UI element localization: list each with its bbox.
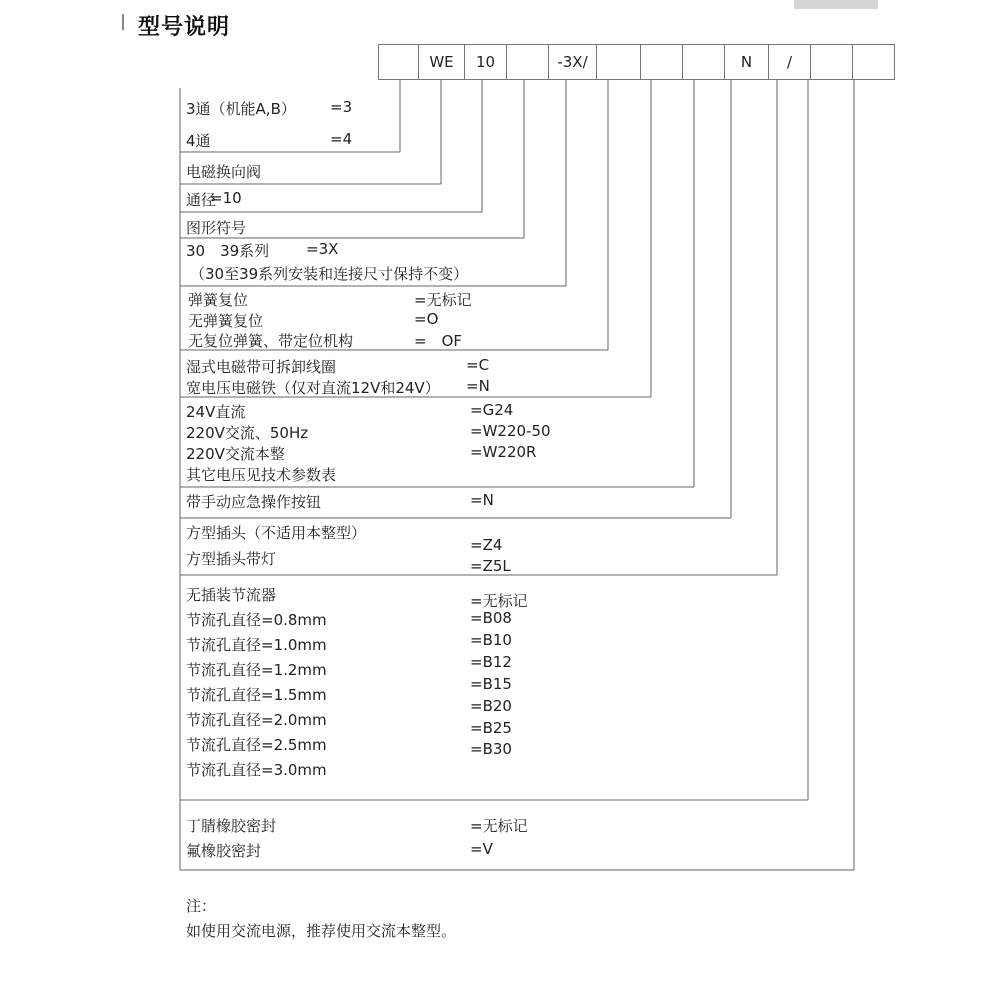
ways-label: 4通 xyxy=(186,132,211,150)
coil-code: =N xyxy=(466,377,490,395)
throttle-label: 节流孔直径=1.2mm xyxy=(186,661,327,679)
voltage-label: 220V交流本整 xyxy=(186,445,285,463)
ways-code: =3 xyxy=(330,98,353,116)
voltage-label: 220V交流、50Hz xyxy=(186,424,309,442)
plug-label: 方型插头带灯 xyxy=(186,550,277,568)
plug-label: 方型插头（不适用本整型） xyxy=(186,524,367,542)
ways-code: =4 xyxy=(330,130,353,148)
throttle-label: 无插装节流器 xyxy=(186,586,277,604)
series-code: =3X xyxy=(306,240,339,258)
throttle-label: 节流孔直径=2.0mm xyxy=(186,711,327,729)
coil-label: 湿式电磁带可拆卸线圈 xyxy=(186,358,337,376)
throttle-label: 节流孔直径=1.0mm xyxy=(186,636,327,654)
throttle-label: 节流孔直径=3.0mm xyxy=(186,761,327,779)
throttle-code: =B08 xyxy=(470,609,512,627)
throttle-code: =B20 xyxy=(470,697,512,715)
manual-label: 带手动应急操作按钮 xyxy=(186,493,322,511)
ways-label: 3通（机能A,B） xyxy=(186,100,296,118)
spring-code: =无标记 xyxy=(414,291,472,309)
code-box: 10 xyxy=(465,45,507,79)
spring-label: 无弹簧复位 xyxy=(188,312,264,330)
voltage-label: 24V直流 xyxy=(186,403,246,421)
plug-code: =Z5L xyxy=(470,557,511,575)
nominal-size-code: =10 xyxy=(210,189,242,207)
spring-code: = OF xyxy=(414,332,463,350)
seal-label: 丁腈橡胶密封 xyxy=(186,817,277,835)
seal-code: =V xyxy=(470,840,493,858)
throttle-label: 节流孔直径=2.5mm xyxy=(186,736,327,754)
throttle-label: 节流孔直径=1.5mm xyxy=(186,686,327,704)
page-title: 型号说明 xyxy=(138,15,231,40)
spring-label: 弹簧复位 xyxy=(188,291,249,309)
spring-code: =O xyxy=(414,310,439,328)
code-box: -3X/ xyxy=(549,45,597,79)
throttle-code: =B12 xyxy=(470,653,512,671)
valve-type-label: 电磁换向阀 xyxy=(186,163,262,181)
seal-label: 氟橡胶密封 xyxy=(186,842,262,860)
code-box: / xyxy=(769,45,811,79)
note-text: 如使用交流电源，推荐使用交流本整型。 xyxy=(186,922,457,940)
spring-label: 无复位弹簧、带定位机构 xyxy=(188,332,354,350)
nominal-size-label: 通径 xyxy=(186,191,217,209)
series-label: 30 39系列 xyxy=(186,242,270,260)
coil-code: =C xyxy=(466,356,490,374)
series-label: （30至39系列安装和连接尺寸保持不变） xyxy=(190,265,469,283)
voltage-label: 其它电压见技术参数表 xyxy=(186,466,337,484)
coil-label: 宽电压电磁铁（仅对直流12V和24V） xyxy=(186,379,440,397)
throttle-label: 节流孔直径=0.8mm xyxy=(186,611,327,629)
throttle-code: =B10 xyxy=(470,631,512,649)
throttle-code: =B25 xyxy=(470,719,512,737)
note-label: 注： xyxy=(186,897,217,915)
voltage-code: =G24 xyxy=(470,401,514,419)
throttle-code: =B15 xyxy=(470,675,512,693)
voltage-code: =W220R xyxy=(470,443,537,461)
throttle-code: =无标记 xyxy=(470,592,528,610)
manual-code: =N xyxy=(470,491,494,509)
seal-code: =无标记 xyxy=(470,817,528,835)
throttle-code: =B30 xyxy=(470,740,512,758)
voltage-code: =W220-50 xyxy=(470,422,551,440)
code-box: WE xyxy=(419,45,465,79)
symbol-label: 图形符号 xyxy=(186,219,247,237)
code-box: N xyxy=(725,45,769,79)
plug-code: =Z4 xyxy=(470,536,503,554)
